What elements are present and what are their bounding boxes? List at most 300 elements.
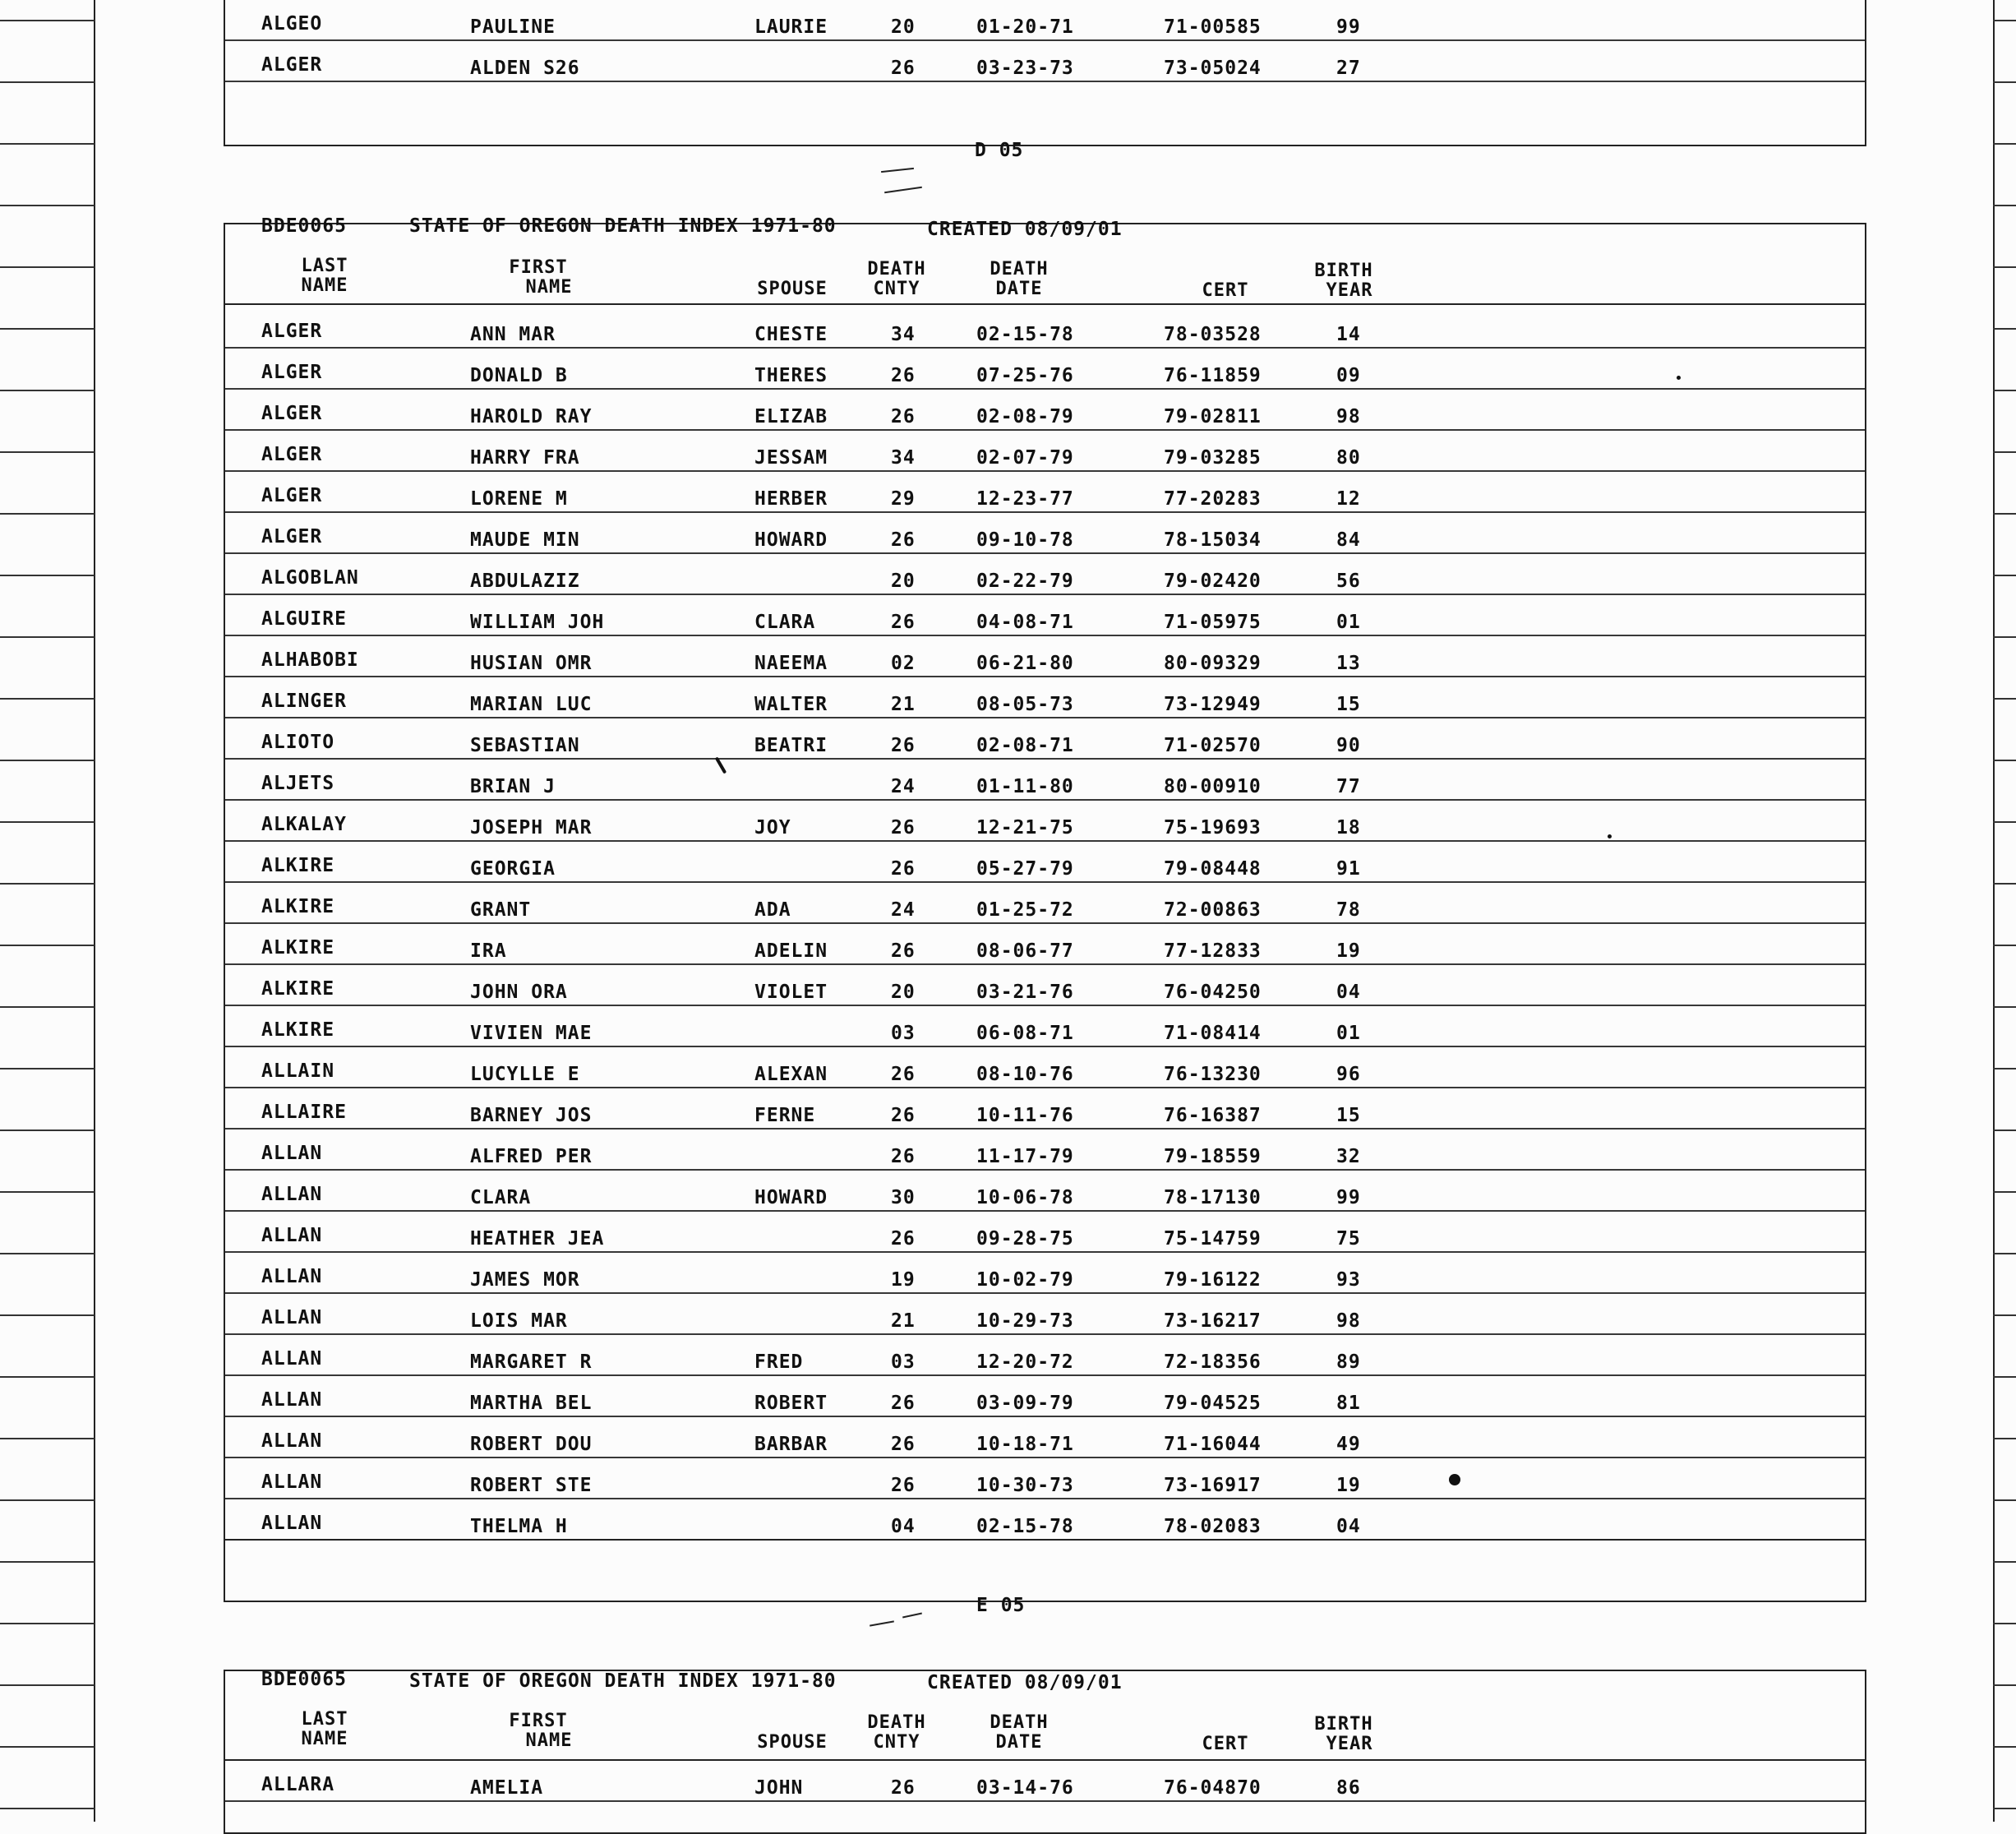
cell-date: 03-14-76 — [976, 1777, 1074, 1799]
row-rule — [224, 1128, 1866, 1130]
cell-date: 02-07-79 — [976, 447, 1074, 469]
margin-tick — [0, 20, 95, 21]
cell-year: 99 — [1336, 16, 1361, 38]
cell-first: JOSEPH MAR — [470, 817, 593, 838]
cell-date: 12-23-77 — [976, 488, 1074, 510]
cell-cnty: 34 — [891, 324, 916, 345]
cell-date: 05-27-79 — [976, 858, 1074, 880]
cell-year: 91 — [1336, 858, 1361, 880]
cell-cert: 72-00863 — [1164, 899, 1262, 921]
col-cnty-line1: DEATH — [867, 259, 926, 279]
cell-cert: 78-15034 — [1164, 529, 1262, 551]
cell-year: 12 — [1336, 488, 1361, 510]
row-rule — [224, 1457, 1866, 1458]
col-birth-year-2 — [1307, 1715, 1381, 1754]
col-first-line1-2: FIRST — [509, 1711, 568, 1731]
cell-last: ALLAN — [261, 1184, 323, 1205]
cell-cnty: 20 — [891, 982, 916, 1003]
report-created: CREATED 08/09/01 — [927, 219, 1123, 240]
cell-spouse: FERNE — [754, 1105, 816, 1126]
cell-last: ALLAIRE — [261, 1102, 347, 1123]
cell-date: 12-20-72 — [976, 1351, 1074, 1373]
cell-cnty: 26 — [891, 1228, 916, 1250]
margin-tick — [0, 1006, 95, 1008]
cell-year: 13 — [1336, 653, 1361, 674]
cell-first: ABDULAZIZ — [470, 571, 580, 592]
cell-spouse: THERES — [754, 365, 828, 386]
page-mark-d05: D 05 — [975, 140, 1024, 161]
cell-first: BARNEY JOS — [470, 1105, 593, 1126]
row-rule — [224, 1087, 1866, 1088]
cell-last: ALKIRE — [261, 937, 335, 959]
margin-tick — [0, 1376, 95, 1378]
cell-date: 03-21-76 — [976, 982, 1074, 1003]
margin-tick — [0, 1191, 95, 1193]
header-rule-2 — [224, 1759, 1866, 1761]
row-rule — [224, 881, 1866, 883]
margin-tick — [0, 1314, 95, 1316]
cell-cnty: 26 — [891, 940, 916, 962]
cell-cert: 72-18356 — [1164, 1351, 1262, 1373]
cell-cert: 79-08448 — [1164, 858, 1262, 880]
margin-tick — [1993, 513, 2016, 515]
cell-spouse: CHESTE — [754, 324, 828, 345]
row-rule — [224, 81, 1866, 82]
cell-date: 08-05-73 — [976, 694, 1074, 715]
margin-tick — [1993, 1253, 2016, 1254]
feed-mark — [902, 1613, 922, 1619]
cell-date: 01-11-80 — [976, 776, 1074, 797]
cell-cnty: 26 — [891, 58, 916, 79]
cell-date: 01-20-71 — [976, 16, 1074, 38]
cell-first: JOHN ORA — [470, 982, 568, 1003]
cell-year: 90 — [1336, 735, 1361, 756]
col-first-line2-2: NAME — [525, 1730, 573, 1751]
cell-year: 75 — [1336, 1228, 1361, 1250]
cell-first: HAROLD RAY — [470, 406, 593, 427]
row-rule — [224, 676, 1866, 677]
cell-last: ALGER — [261, 362, 323, 383]
margin-tick — [0, 1068, 95, 1069]
cell-spouse: VIOLET — [754, 982, 828, 1003]
col-last-line1: LAST — [301, 256, 348, 276]
cell-cert: 76-04250 — [1164, 982, 1262, 1003]
cell-cnty: 26 — [891, 1064, 916, 1085]
cell-cnty: 30 — [891, 1187, 916, 1208]
cell-first: THELMA H — [470, 1516, 568, 1537]
col-death-date — [978, 260, 1060, 299]
cell-year: 15 — [1336, 694, 1361, 715]
cell-date: 02-08-79 — [976, 406, 1074, 427]
cell-first: MAUDE MIN — [470, 529, 580, 551]
margin-tick — [1993, 328, 2016, 330]
cell-first: GRANT — [470, 899, 532, 921]
col-cert: CERT — [1202, 280, 1249, 301]
cell-last: ALLAN — [261, 1348, 323, 1370]
margin-tick — [1993, 636, 2016, 638]
cell-cnty: 21 — [891, 1310, 916, 1332]
cell-first: SEBASTIAN — [470, 735, 580, 756]
margin-tick — [1993, 390, 2016, 391]
cell-date: 07-25-76 — [976, 365, 1074, 386]
cell-first: IRA — [470, 940, 507, 962]
cell-spouse: ELIZAB — [754, 406, 828, 427]
cell-last: ALHABOBI — [261, 649, 359, 671]
cell-spouse: HOWARD — [754, 1187, 828, 1208]
margin-tick — [0, 945, 95, 946]
report-title-2: STATE OF OREGON DEATH INDEX 1971-80 — [409, 1670, 837, 1692]
cell-cert: 71-16044 — [1164, 1434, 1262, 1455]
col-last-line2-2: NAME — [301, 1729, 348, 1749]
margin-tick — [1993, 698, 2016, 700]
cell-first: VIVIEN MAE — [470, 1023, 593, 1044]
cell-year: 32 — [1336, 1146, 1361, 1167]
cell-cnty: 26 — [891, 735, 916, 756]
cell-cnty: 24 — [891, 899, 916, 921]
cell-date: 02-22-79 — [976, 571, 1074, 592]
margin-tick — [1993, 1746, 2016, 1748]
cell-first: HEATHER JEA — [470, 1228, 605, 1250]
cell-year: 78 — [1336, 899, 1361, 921]
cell-cert: 79-16122 — [1164, 1269, 1262, 1291]
cell-cnty: 26 — [891, 406, 916, 427]
cell-cert: 71-02570 — [1164, 735, 1262, 756]
cell-date: 10-18-71 — [976, 1434, 1074, 1455]
cell-cert: 76-13230 — [1164, 1064, 1262, 1085]
row-rule — [224, 1333, 1866, 1335]
cell-last: ALGER — [261, 54, 323, 76]
cell-first: ROBERT DOU — [470, 1434, 593, 1455]
cell-last: ALGER — [261, 403, 323, 424]
cell-year: 56 — [1336, 571, 1361, 592]
col-year-line1-2: BIRTH — [1314, 1714, 1373, 1735]
col-first-name — [493, 258, 584, 298]
margin-tick — [1993, 1623, 2016, 1624]
col-first-line1: FIRST — [509, 257, 568, 278]
cell-spouse: ADELIN — [754, 940, 828, 962]
cell-cnty: 26 — [891, 1146, 916, 1167]
col-first-line2: NAME — [525, 277, 573, 298]
cell-cnty: 34 — [891, 447, 916, 469]
cell-cert: 78-03528 — [1164, 324, 1262, 345]
margin-tick — [1993, 1684, 2016, 1686]
col-death-cnty — [860, 260, 934, 299]
row-rule — [224, 1251, 1866, 1253]
cell-cert: 79-18559 — [1164, 1146, 1262, 1167]
row-rule — [224, 1005, 1866, 1006]
margin-tick — [1993, 760, 2016, 761]
cell-first: JAMES MOR — [470, 1269, 580, 1291]
cell-first: CLARA — [470, 1187, 532, 1208]
cell-cert: 71-08414 — [1164, 1023, 1262, 1044]
cell-cert: 76-11859 — [1164, 365, 1262, 386]
cell-date: 10-30-73 — [976, 1475, 1074, 1496]
cell-cnty: 29 — [891, 488, 916, 510]
cell-cert: 73-16917 — [1164, 1475, 1262, 1496]
cell-last: ALLAN — [261, 1225, 323, 1246]
cell-date: 09-10-78 — [976, 529, 1074, 551]
cell-last: ALGER — [261, 526, 323, 547]
margin-tick — [0, 636, 95, 638]
cell-date: 10-29-73 — [976, 1310, 1074, 1332]
header-rule — [224, 303, 1866, 305]
cell-date: 10-06-78 — [976, 1187, 1074, 1208]
cell-cert: 80-00910 — [1164, 776, 1262, 797]
cell-first: BRIAN J — [470, 776, 556, 797]
cell-last: ALLAN — [261, 1471, 323, 1493]
margin-tick — [0, 821, 95, 823]
margin-tick — [1993, 1191, 2016, 1193]
cell-date: 03-09-79 — [976, 1393, 1074, 1414]
cell-year: 98 — [1336, 1310, 1361, 1332]
margin-tick — [1993, 1376, 2016, 1378]
cell-date: 06-21-80 — [976, 653, 1074, 674]
cell-last: ALGOBLAN — [261, 567, 359, 589]
col-cnty-line2-2: CNTY — [873, 1732, 920, 1753]
page-mark-e05: E 05 — [976, 1595, 1026, 1616]
margin-tick — [0, 575, 95, 576]
cell-date: 10-11-76 — [976, 1105, 1074, 1126]
margin-tick — [1993, 1808, 2016, 1809]
col-date-line1: DEATH — [990, 259, 1049, 279]
row-rule — [224, 552, 1866, 554]
col-year-line2: YEAR — [1326, 280, 1373, 301]
row-rule — [224, 1292, 1866, 1294]
margin-tick — [1993, 20, 2016, 21]
cell-year: 89 — [1336, 1351, 1361, 1373]
margin-tick — [1993, 266, 2016, 268]
cell-cert: 77-12833 — [1164, 940, 1262, 962]
cell-date: 02-15-78 — [976, 1516, 1074, 1537]
row-rule — [224, 39, 1866, 41]
row-rule — [224, 1210, 1866, 1212]
cell-spouse: NAEEMA — [754, 653, 828, 674]
scan-speck — [1677, 376, 1681, 380]
cell-cert: 79-04525 — [1164, 1393, 1262, 1414]
cell-cnty: 26 — [891, 365, 916, 386]
scan-speck — [1608, 834, 1612, 838]
row-rule — [224, 922, 1866, 924]
cell-year: 19 — [1336, 1475, 1361, 1496]
cell-first: ANN MAR — [470, 324, 556, 345]
cell-cnty: 04 — [891, 1516, 916, 1537]
cell-first: HUSIAN OMR — [470, 653, 593, 674]
cell-cnty: 20 — [891, 571, 916, 592]
margin-tick — [0, 1808, 95, 1809]
margin-tick — [0, 451, 95, 453]
cell-spouse: ALEXAN — [754, 1064, 828, 1085]
scan-speck — [1449, 1474, 1460, 1485]
col-cnty-line1-2: DEATH — [867, 1712, 926, 1733]
cell-first: WILLIAM JOH — [470, 612, 605, 633]
col-last-line1-2: LAST — [301, 1709, 348, 1730]
cell-first: HARRY FRA — [470, 447, 580, 469]
cell-last: ALLAN — [261, 1430, 323, 1452]
margin-tick — [1993, 451, 2016, 453]
cell-cert: 76-04870 — [1164, 1777, 1262, 1799]
col-year-line2-2: YEAR — [1326, 1734, 1373, 1754]
margin-tick — [0, 328, 95, 330]
cell-date: 08-10-76 — [976, 1064, 1074, 1085]
cell-spouse: CLARA — [754, 612, 816, 633]
cell-cnty: 20 — [891, 16, 916, 38]
left-margin-rule — [94, 0, 95, 1822]
cell-cert: 71-05975 — [1164, 612, 1262, 633]
cell-cert: 73-16217 — [1164, 1310, 1262, 1332]
cell-year: 04 — [1336, 982, 1361, 1003]
cell-spouse: WALTER — [754, 694, 828, 715]
margin-tick — [0, 390, 95, 391]
row-rule — [224, 799, 1866, 801]
cell-cnty: 03 — [891, 1023, 916, 1044]
row-rule — [224, 470, 1866, 472]
cell-year: 01 — [1336, 612, 1361, 633]
margin-tick — [1993, 1499, 2016, 1501]
cell-year: 77 — [1336, 776, 1361, 797]
cell-cnty: 03 — [891, 1351, 916, 1373]
cell-cnty: 24 — [891, 776, 916, 797]
cell-cnty: 21 — [891, 694, 916, 715]
cell-last: ALLAN — [261, 1389, 323, 1411]
cell-cert: 79-02811 — [1164, 406, 1262, 427]
cell-cnty: 26 — [891, 1105, 916, 1126]
cell-cnty: 26 — [891, 1777, 916, 1799]
margin-tick — [1993, 1130, 2016, 1131]
col-spouse: SPOUSE — [757, 279, 828, 299]
row-rule — [224, 1046, 1866, 1047]
cell-date: 10-02-79 — [976, 1269, 1074, 1291]
margin-tick — [0, 1438, 95, 1439]
cell-first: PAULINE — [470, 16, 556, 38]
margin-tick — [1993, 575, 2016, 576]
margin-tick — [1993, 1314, 2016, 1316]
row-rule — [224, 429, 1866, 431]
cell-spouse: LAURIE — [754, 16, 828, 38]
cell-cnty: 26 — [891, 1434, 916, 1455]
col-death-date-2 — [978, 1713, 1060, 1753]
row-rule — [224, 1416, 1866, 1417]
cell-cert: 80-09329 — [1164, 653, 1262, 674]
row-rule — [224, 1498, 1866, 1499]
cell-cert: 75-14759 — [1164, 1228, 1262, 1250]
cell-first: ROBERT STE — [470, 1475, 593, 1496]
margin-tick — [1993, 81, 2016, 83]
col-date-line2: DATE — [995, 279, 1043, 299]
row-rule — [224, 758, 1866, 760]
cell-first: MARIAN LUC — [470, 694, 593, 715]
margin-tick — [1993, 143, 2016, 145]
margin-tick — [0, 1684, 95, 1686]
margin-tick — [0, 1253, 95, 1254]
cell-last: ALGUIRE — [261, 608, 347, 630]
cell-year: 96 — [1336, 1064, 1361, 1085]
cell-cnty: 26 — [891, 817, 916, 838]
feed-mark — [881, 168, 914, 173]
margin-tick — [0, 266, 95, 268]
margin-tick — [0, 513, 95, 515]
cell-cert: 78-02083 — [1164, 1516, 1262, 1537]
cell-first: DONALD B — [470, 365, 568, 386]
cell-year: 09 — [1336, 365, 1361, 386]
cell-last: ALIOTO — [261, 732, 335, 753]
row-rule — [224, 963, 1866, 965]
cell-year: 93 — [1336, 1269, 1361, 1291]
cell-last: ALINGER — [261, 691, 347, 712]
cell-first: MARTHA BEL — [470, 1393, 593, 1414]
cell-last: ALKIRE — [261, 1019, 335, 1041]
cell-last: ALLAN — [261, 1266, 323, 1287]
cell-last: ALGER — [261, 321, 323, 342]
table-end-rule — [224, 1539, 1866, 1541]
cell-last: ALKALAY — [261, 814, 347, 835]
cell-cert: 71-00585 — [1164, 16, 1262, 38]
cell-date: 04-08-71 — [976, 612, 1074, 633]
col-last-line2: NAME — [301, 275, 348, 296]
cell-first: AMELIA — [470, 1777, 544, 1799]
row-rule — [224, 1169, 1866, 1171]
col-spouse-2: SPOUSE — [757, 1732, 828, 1753]
cell-first: MARGARET R — [470, 1351, 593, 1373]
cell-year: 99 — [1336, 1187, 1361, 1208]
cell-cert: 75-19693 — [1164, 817, 1262, 838]
cell-spouse: JOHN — [754, 1777, 804, 1799]
margin-tick — [1993, 883, 2016, 885]
cell-spouse: JESSAM — [754, 447, 828, 469]
row-rule — [224, 840, 1866, 842]
cell-last: ALGER — [261, 444, 323, 465]
col-cnty-line2: CNTY — [873, 279, 920, 299]
margin-tick — [0, 81, 95, 83]
row-rule — [224, 594, 1866, 595]
cell-spouse: FRED — [754, 1351, 804, 1373]
cell-date: 02-15-78 — [976, 324, 1074, 345]
cell-year: 19 — [1336, 940, 1361, 962]
cell-last: ALJETS — [261, 773, 335, 794]
row-rule — [224, 388, 1866, 390]
cell-cert: 78-17130 — [1164, 1187, 1262, 1208]
margin-tick — [0, 760, 95, 761]
cell-year: 14 — [1336, 324, 1361, 345]
col-last-name — [279, 256, 370, 296]
report-id: BDE0065 — [261, 215, 347, 237]
cell-cert: 73-05024 — [1164, 58, 1262, 79]
cell-year: 18 — [1336, 817, 1361, 838]
margin-tick — [0, 1499, 95, 1501]
cell-cert: 77-20283 — [1164, 488, 1262, 510]
cell-spouse: BARBAR — [754, 1434, 828, 1455]
margin-tick — [0, 698, 95, 700]
cell-cnty: 26 — [891, 529, 916, 551]
row-rule — [224, 717, 1866, 718]
cell-date: 03-23-73 — [976, 58, 1074, 79]
cell-last: ALKIRE — [261, 978, 335, 1000]
margin-tick — [1993, 205, 2016, 206]
cell-date: 06-08-71 — [976, 1023, 1074, 1044]
cell-cnty: 26 — [891, 1393, 916, 1414]
cell-first: GEORGIA — [470, 858, 556, 880]
cell-first: ALFRED PER — [470, 1146, 593, 1167]
cell-date: 01-25-72 — [976, 899, 1074, 921]
right-margin-rule — [1993, 0, 1995, 1822]
margin-tick — [0, 883, 95, 885]
report-id-2: BDE0065 — [261, 1669, 347, 1690]
cell-first: LORENE M — [470, 488, 568, 510]
cell-year: 01 — [1336, 1023, 1361, 1044]
cell-date: 12-21-75 — [976, 817, 1074, 838]
col-first-name-2 — [493, 1712, 584, 1751]
cell-year: 81 — [1336, 1393, 1361, 1414]
col-death-cnty-2 — [860, 1713, 934, 1753]
